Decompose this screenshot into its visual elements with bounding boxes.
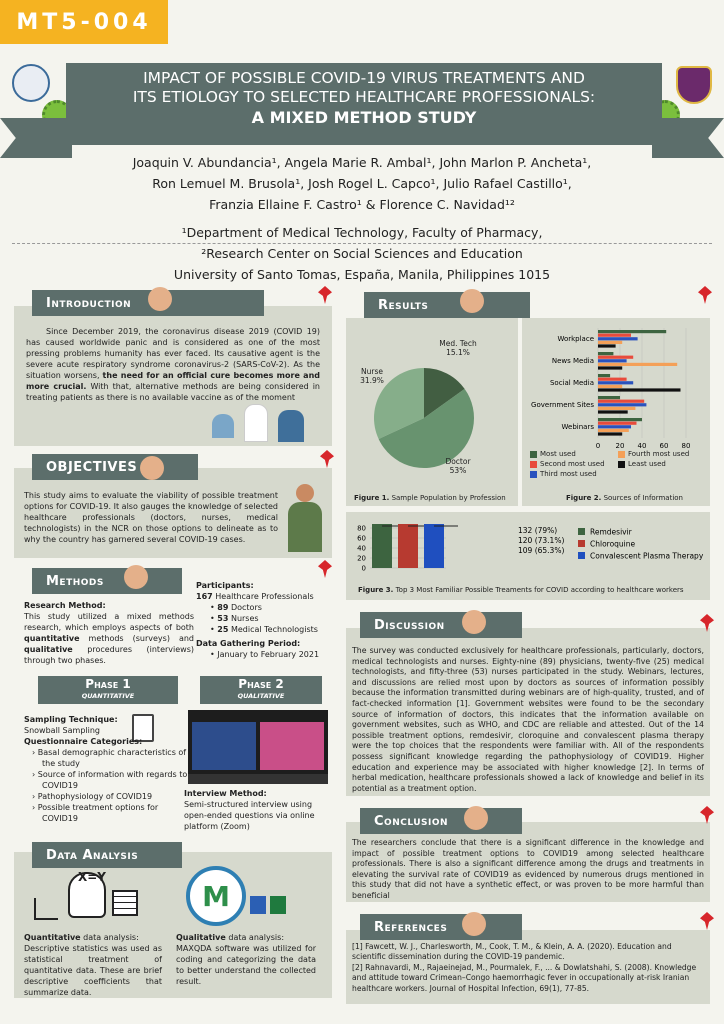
count: 89 xyxy=(217,603,229,612)
conclusion-heading: Conclusion xyxy=(360,808,522,834)
pie-label xyxy=(360,367,384,385)
x-tick-label: 60 xyxy=(659,442,669,450)
quant-text: Descriptive statistics was used as statistical treatment of quantitative data. These are brief descriptive coefficients that summarize data. xyxy=(24,944,162,997)
legend-swatch xyxy=(618,451,625,458)
bar-fourth-most-used xyxy=(598,429,629,432)
im-label: Interview Method: xyxy=(184,789,267,798)
bar-third-most-used xyxy=(598,359,627,362)
legend-item xyxy=(530,450,618,458)
conclusion-text: The researchers conclude that there is a significant difference in the knowledge and impact of possible treatment options to COVID19 among selected healthcare professionals. There is also a significant difference among the drugs and treatments in elevating the survival rate of COVID19 as evidenced by numerous drugs mentioned in this study that did not have a synthetic effect, or was proven to be more harmful than beneficial xyxy=(352,838,704,900)
period: • January to February 2021 xyxy=(210,650,320,659)
bar-chart-icon xyxy=(34,898,58,920)
legend-label: Convalescent Plasma Therapy xyxy=(590,551,704,561)
bar-fourth-most-used xyxy=(598,407,635,410)
phase1-title: Phase 1 xyxy=(85,677,131,691)
fig1-label: Figure 1. xyxy=(354,494,390,502)
figure3-caption xyxy=(358,586,684,594)
y-tick-label: 0 xyxy=(361,564,366,573)
bar-third-most-used xyxy=(598,381,633,384)
intro-text-part: Since December 2019, the coronavirus disease 2019 (COVID 19) has caused worldwide panic and is considered as one of the most pressing problems humanity has ever faced. Its causative agent is the severe acute respiratory syndrome coronavirus-2 (SARS-CoV-2). As the situation worsens, xyxy=(26,327,320,380)
research-method-text xyxy=(24,611,194,666)
count: 53 xyxy=(217,614,229,623)
references-text xyxy=(352,942,704,994)
title-banner xyxy=(66,63,662,145)
bar-remdesivir xyxy=(372,524,392,568)
avatar-icon xyxy=(462,912,486,936)
category-label: News Media xyxy=(551,357,594,365)
list-item: • 53 Nurses xyxy=(210,614,259,623)
discussion-heading: Discussion xyxy=(360,612,522,638)
legend-swatch xyxy=(578,552,585,559)
pushpin-icon xyxy=(320,450,334,468)
doctors-illustration xyxy=(208,398,312,444)
bar-least-used xyxy=(598,410,628,413)
legend-item xyxy=(530,460,618,468)
fig2-label: Figure 2. xyxy=(566,494,602,502)
legend-label: Second most used xyxy=(540,460,605,468)
tech-label: Sampling Technique: xyxy=(24,715,118,724)
pie-label-line: Med. Tech xyxy=(439,339,477,348)
bar-third-most-used xyxy=(598,403,646,406)
authors-line: Ron Lemuel M. Brusola¹, Josh Rogel L. Capco¹, Julio Rafael Castillo¹, xyxy=(152,176,572,191)
bar-second-most-used xyxy=(598,400,644,403)
y-tick-label: 40 xyxy=(357,544,366,553)
bar-least-used xyxy=(598,388,681,391)
figure2-caption xyxy=(566,494,683,502)
pushpin-icon xyxy=(698,286,712,304)
affiliations xyxy=(60,222,664,285)
treatments-bar-chart xyxy=(346,512,710,580)
discussion-text: The survey was conducted exclusively for healthcare professionals, particularly, doctors, medical technologists and nurses. Eighty-nine (89) physicians, twenty-five (25) medical technologists, and fifty-three (53) nurses participated in the study. Webinars, lectures, and discussions are relied most upon by doctors as sources of information possibly because the information transmitted during webinars are of high-quality, trusted, and of fact-checked information [1]. Government websites were found to be the secondary source of information of doctors, this indicates that the information available on government websites, such as WHO, and CDC are reliable and attested. Out of the 14 possible treatment options, remdesivir, cloroquine and convalescent plasma therapy were the top choices that the respondents were familiar with. All of the respondents possess significant knowledge regarding the pathophysiology of COVID19. Higher education and experience may be associated with higher knowledge [2]. In terms of herbal medication, healthcare professionals showed a lack of knowledge and belief in its potential as a treatment option. xyxy=(352,646,704,793)
university-seal-left xyxy=(12,64,50,102)
avatar-icon xyxy=(460,289,484,313)
figure1-caption xyxy=(354,494,506,502)
research-method-label: Research Method: xyxy=(24,601,106,610)
affiliation-line: ²Research Center on Social Sciences and Education xyxy=(201,246,523,261)
participants xyxy=(196,580,336,660)
introduction-heading: Introduction xyxy=(32,290,264,316)
rm-text: methods (surveys) and xyxy=(88,634,194,643)
label: Doctors xyxy=(230,603,262,612)
y-tick-label: 60 xyxy=(357,534,366,543)
total-text: Healthcare Professionals xyxy=(215,592,314,601)
item-text: Pathophysiology of COVID19 xyxy=(37,792,153,801)
participants-total xyxy=(196,591,336,602)
rm-quant: quantitative xyxy=(24,634,80,643)
phase1-sub: QUANTITATIVE xyxy=(81,692,135,700)
tech: Snowball Sampling xyxy=(24,726,100,735)
spreadsheet-icon xyxy=(112,890,138,916)
avatar-icon xyxy=(148,287,172,311)
zoom-screenshot xyxy=(188,710,328,784)
item-text: Basal demographic characteristics of the study xyxy=(37,748,187,768)
intro-text-part: With that, alternative methods are being considered in treating patients as there is no available vaccine as of the moment xyxy=(26,382,320,402)
list-item: • 89 Doctors xyxy=(210,603,262,612)
rm-qual: qualitative xyxy=(24,645,73,654)
legend-label: Most used xyxy=(540,450,576,458)
pie-label-line: Doctor xyxy=(445,457,471,466)
bar-fourth-most-used xyxy=(598,385,622,388)
affiliation-line: ¹Department of Medical Technology, Faculty of Pharmacy, xyxy=(181,225,543,240)
authors-line: Franzia Ellaine F. Castro¹ & Florence C. Navidad¹² xyxy=(209,197,515,212)
rm-text: This study utilized a mixed methods research, which employs aspects of both xyxy=(24,612,194,632)
results-heading: Results xyxy=(364,292,530,318)
category-label: Webinars xyxy=(561,423,594,431)
figure2-legend xyxy=(530,450,706,478)
data-analysis-heading: Data Analysis xyxy=(32,842,182,868)
objectives-text: This study aims to evaluate the viability of possible treatment options for COVID-19. It also gauges the knowledge of selected healthcare professionals (doctors, nurses, medical technologists) in the NCR on those options to delineate as to why the country has garnered several COVID-19 cases. xyxy=(24,491,278,544)
pushpin-icon xyxy=(318,560,332,578)
bar-most-used xyxy=(598,374,610,377)
pie-label xyxy=(445,457,471,475)
affiliation-line: University of Santo Tomas, España, Manila, Philippines 1015 xyxy=(173,267,551,282)
bar-most-used xyxy=(598,418,642,421)
total-number: 167 xyxy=(196,592,213,601)
intro-text-bold: the need for an official cure becomes more and more crucial. xyxy=(26,371,320,391)
count: 25 xyxy=(217,625,229,634)
word-icon xyxy=(250,896,266,914)
x-tick-label: 40 xyxy=(637,442,647,450)
person-illustration xyxy=(284,484,326,554)
authors xyxy=(60,152,664,215)
bar-least-used xyxy=(598,432,622,435)
reference-item: [1] Fawcett, W. J., Charlesworth, M., Cook, T. M., & Klein, A. A. (2020). Education and scientific dissemination during the COVID-19 pandemic. xyxy=(352,942,672,962)
maxqda-logo: M xyxy=(186,866,246,926)
pie-label-line: Nurse xyxy=(361,367,383,376)
legend-label: Chloroquine xyxy=(590,539,636,549)
legend-swatch xyxy=(578,528,585,535)
list-item: › Basal demographic characteristics of the study xyxy=(32,748,187,768)
x-tick-label: 0 xyxy=(595,442,601,450)
bar-least-used xyxy=(598,366,622,369)
list-item: › Pathophysiology of COVID19 xyxy=(32,792,153,801)
qual-analysis xyxy=(176,932,316,987)
objectives-heading: OBJECTIVES xyxy=(32,454,198,480)
pie-chart xyxy=(346,318,518,492)
phase2-title: Phase 2 xyxy=(238,677,284,691)
item-text: Source of information with regards to COVID19 xyxy=(37,770,188,790)
legend-label: Least used xyxy=(628,460,666,468)
faculty-seal-right xyxy=(676,66,712,104)
qual-label: Qualitative xyxy=(176,933,226,942)
fig3-text: Top 3 Most Familiar Possible Treaments for COVID according to healthcare workers xyxy=(395,586,684,594)
excel-icon xyxy=(270,896,286,914)
quant-label-rest: data analysis: xyxy=(83,933,139,942)
introduction-text xyxy=(26,326,320,403)
quant-label: Quantitative xyxy=(24,933,81,942)
legend-item xyxy=(618,450,706,458)
bar-most-used xyxy=(598,352,613,355)
methods-heading: Methods xyxy=(32,568,182,594)
im-text: Semi-structured interview using open-ended questions via online platform (Zoom) xyxy=(184,800,315,831)
category-label: Workplace xyxy=(557,335,594,343)
category-label: Social Media xyxy=(549,379,594,387)
fig2-text: Sources of Information xyxy=(603,494,683,502)
legend-swatch xyxy=(618,461,625,468)
research-method xyxy=(24,600,194,666)
list-item: › Source of information with regards to COVID19 xyxy=(32,770,188,790)
x-tick-label: 20 xyxy=(615,442,625,450)
quant-analysis xyxy=(24,932,162,998)
list-item: • 25 Medical Technologists xyxy=(210,625,318,634)
bar-second-most-used xyxy=(598,422,637,425)
reference-item: [2] Rahnavardi, M., Rajaeinejad, M., Pourmalek, F., ... & Dowlatshahi, S. (2008). Knowledge and attitude toward Crimean–Congo haemorrhagic fever in occupationally at-risk Iranian healthcare workers. Journal of Hospital Infection, 69(1), 77-85. xyxy=(352,962,697,993)
list-item: › Possible treatment options for COVID19 xyxy=(32,803,159,823)
fig1-text: Sample Population by Profession xyxy=(391,494,506,502)
cat-label: Questionnaire Categories: xyxy=(24,737,143,746)
bar-third-most-used xyxy=(598,425,631,428)
bar-second-most-used xyxy=(598,334,631,337)
avatar-icon xyxy=(124,565,148,589)
period-text: January to February 2021 xyxy=(217,650,320,659)
legend-swatch xyxy=(530,451,537,458)
pie-label xyxy=(439,339,477,357)
avatar-icon xyxy=(464,806,488,830)
bar-most-used xyxy=(598,330,666,333)
phase2-heading xyxy=(200,676,322,704)
pie-label-line: 31.9% xyxy=(360,376,384,385)
fig3-label: Figure 3. xyxy=(358,586,394,594)
xy-text: X=Y xyxy=(78,870,106,884)
phase2-content xyxy=(184,788,334,832)
period-label: Data Gathering Period: xyxy=(196,639,301,648)
title-line-3: A MIXED METHOD STUDY xyxy=(251,108,477,127)
sources-bar-chart xyxy=(522,318,710,452)
avatar-icon xyxy=(462,610,486,634)
participants-label: Participants: xyxy=(196,581,254,590)
avatar-icon xyxy=(140,456,164,480)
qual-text: MAXQDA software was utilized for coding and categorizing the data to better understand the collected result. xyxy=(176,944,316,986)
pushpin-icon xyxy=(700,912,714,930)
y-tick-label: 80 xyxy=(357,524,366,533)
rm-text: procedures (interviews) through two phases. xyxy=(24,645,194,665)
bar-fourth-most-used xyxy=(598,363,677,366)
legend-swatch xyxy=(578,540,585,547)
bar-second-most-used xyxy=(598,356,633,359)
bar-second-most-used xyxy=(598,378,627,381)
data-label: 120 (73.1%) xyxy=(518,536,565,545)
data-label: 109 (65.3%) xyxy=(518,546,565,555)
pie-label-line: 53% xyxy=(449,466,467,475)
data-label: 132 (79%) xyxy=(518,526,558,535)
legend-label: Remdesivir xyxy=(590,527,632,537)
authors-line: Joaquin V. Abundancia¹, Angela Marie R. Ambal¹, John Marlon P. Ancheta¹, xyxy=(132,155,592,170)
qual-label-rest: data analysis: xyxy=(228,933,285,942)
bar-convalescent-plasma-therapy xyxy=(424,524,444,568)
legend-swatch xyxy=(530,461,537,468)
item-text: Possible treatment options for COVID19 xyxy=(37,803,159,823)
title-line-2: ITS ETIOLOGY TO SELECTED HEALTHCARE PROFESSIONALS: xyxy=(132,88,596,106)
category-label: Government Sites xyxy=(531,401,594,409)
phase1-heading xyxy=(38,676,178,704)
label: Nurses xyxy=(230,614,259,623)
bar-most-used xyxy=(598,396,620,399)
poster-id-tag: MT5-004 xyxy=(0,0,168,44)
legend-swatch xyxy=(530,471,537,478)
divider xyxy=(12,243,712,244)
bar-chloroquine xyxy=(398,524,418,568)
references-heading: References xyxy=(360,914,522,940)
x-tick-label: 80 xyxy=(681,442,691,450)
bar-least-used xyxy=(598,344,616,347)
legend-label: Third most used xyxy=(540,470,597,478)
phase1-content xyxy=(24,714,194,824)
pushpin-icon xyxy=(318,286,332,304)
bar-fourth-most-used xyxy=(598,341,622,344)
legend-item xyxy=(618,460,706,468)
title-line-1: IMPACT OF POSSIBLE COVID-19 VIRUS TREATMENTS AND xyxy=(143,69,585,87)
legend-label: Fourth most used xyxy=(628,450,690,458)
y-tick-label: 20 xyxy=(357,554,366,563)
pie-label-line: 15.1% xyxy=(446,348,470,357)
bar-third-most-used xyxy=(598,337,638,340)
label: Medical Technologists xyxy=(230,625,318,634)
legend-item xyxy=(530,470,618,478)
phase2-sub: QUALITATIVE xyxy=(237,692,285,700)
